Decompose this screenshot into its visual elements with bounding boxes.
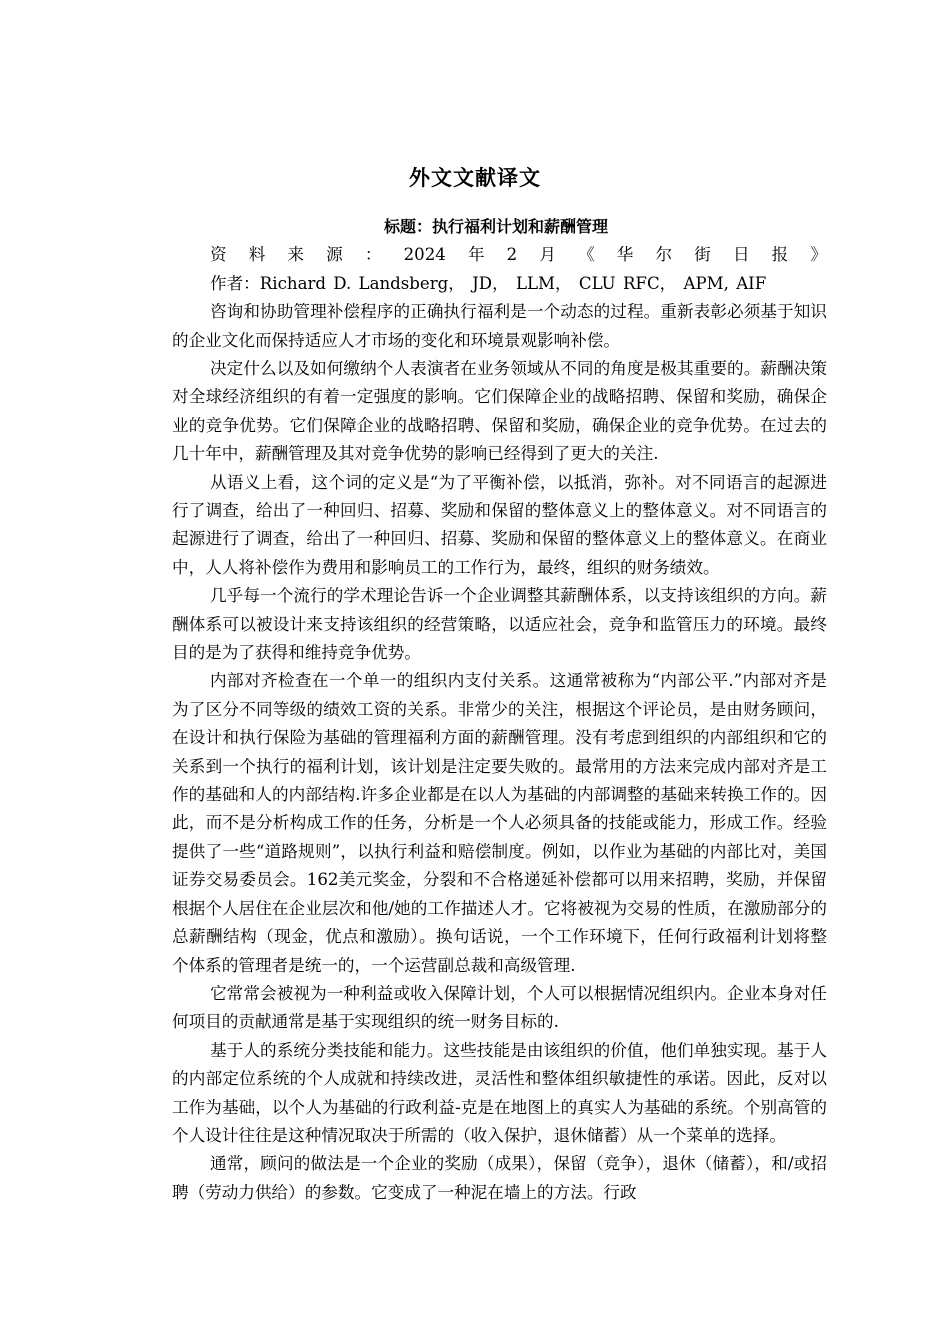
source-char: 2024: [403, 245, 446, 265]
source-char: 尔: [655, 245, 673, 265]
source-char: 日: [732, 245, 750, 265]
source-char: 《: [578, 245, 595, 265]
body-paragraph: 内部对齐检查在一个单一的组织内支付关系。这通常被称为“内部公平.”内部对齐是为了区分不同等级的绩效工资的关系。非常少的关注，根据这个评论员，是由财务顾问，在设计和执行保险为基础的管理福利方面的薪酬管理。没有考虑到组织的内部组织和它的关系到一个执行的福利计划，该计划是注定要失败的。最常用的方法来完成内部对齐是工作的基础和人的内部结构.许多企业都是在以人为基础的内部调整的基础来转换工作的。因此，而不是分析构成工作的任务，分析是一个人必须具备的技能或能力，形成工作。经验提供了一些“道路规则”，以执行利益和赔偿制度。例如，以作业为基础的内部比对，美国证券交易委员会。162美元奖金，分裂和不合格递延补偿都可以用来招聘，奖励，并保留根据个人居住在企业层次和他/她的工作描述人才。它将被视为交易的性质，在激励部分的总薪酬结构（现金，优点和激励）。换句话说，一个工作环境下，任何行政福利计划将整个体系的管理者是统一的，一个运营副总裁和高级管理.: [172, 671, 827, 975]
document-title: 外文文献译文: [409, 166, 541, 190]
body-paragraph: 决定什么以及如何缴纳个人表演者在业务领域从不同的角度是极其重要的。薪酬决策对全球经济组织的有着一定强度的影响。它们保障企业的战略招聘、保留和奖励，确保企业的竞争优势。它们保障企业的战略招聘、保留和奖励，确保企业的竞争优势。在过去的几十年中，薪酬管理及其对竞争优势的影响已经得到了更大的关注.: [172, 358, 827, 464]
body-paragraph: 通常，顾问的做法是一个企业的奖励（成果），保留（竞争），退休（储蓄），和/或招聘（劳动力供给）的参数。它变成了一种泥在墙上的方法。行政: [172, 1154, 827, 1202]
document-body: [172, 213, 827, 1207]
body-paragraph: 基于人的系统分类技能和能力。这些技能是由该组织的价值，他们单独实现。基于人的内部定位系统的个人成就和持续改进，灵活性和整体组织敏捷性的承诺。因此，反对以工作为基础，以个人为基础的行政利益-克是在地图上的真实人为基础的系统。个别高管的个人设计往往是这种情况取决于所需的（收入保护，退休储蓄）从一个菜单的选择。: [172, 1040, 827, 1145]
source-char: 源: [326, 245, 343, 265]
body-paragraph: 从语义上看，这个词的定义是“为了平衡补偿，以抵消，弥补。对不同语言的起源进行了调查，给出了一种回归、招募、奖励和保留的整体意义上的整体意义。对不同语言的起源进行了调查，给出了一种回归、招募、奖励和保留的整体意义上的整体意义。在商业中，人人将补偿作为费用和影响员工的工作行为，最终，组织的财务绩效。: [172, 472, 827, 577]
body-paragraph: 咨询和协助管理补偿程序的正确执行福利是一个动态的过程。重新表彰必须基于知识的企业文化而保持适应人才市场的变化和环境景观影响补偿。: [172, 302, 827, 350]
author-line: 作者：Richard D. Landsberg， JD， LLM， CLU RFC， APM, AIF: [210, 273, 767, 293]
source-char: ：: [364, 245, 382, 265]
source-char: 年: [467, 245, 485, 265]
source-char: 报: [771, 245, 789, 265]
source-char: 月: [539, 245, 556, 265]
body-paragraph: 几乎每一个流行的学术理论告诉一个企业调整其薪酬体系，以支持该组织的方向。薪酬体系可以被设计来支持该组织的经营策略，以适应社会，竞争和监管压力的环境。最终目的是为了获得和维持竞争优势。: [172, 586, 827, 663]
body-paragraph: 它常常会被视为一种利益或收入保障计划，个人可以根据情况组织内。企业本身对任何项目的贡献通常是基于实现组织的统一财务目标的.: [172, 983, 827, 1032]
article-subtitle: 标题：执行福利计划和薪酬管理: [384, 217, 609, 236]
source-line: [172, 241, 827, 269]
source-char: 华: [616, 245, 634, 265]
source-char: 》: [810, 245, 827, 265]
source-char: 资: [210, 245, 227, 265]
source-char: 来: [287, 245, 305, 265]
source-char: 2: [506, 245, 518, 265]
source-char: 料: [248, 245, 266, 265]
source-char: 街: [694, 245, 711, 265]
